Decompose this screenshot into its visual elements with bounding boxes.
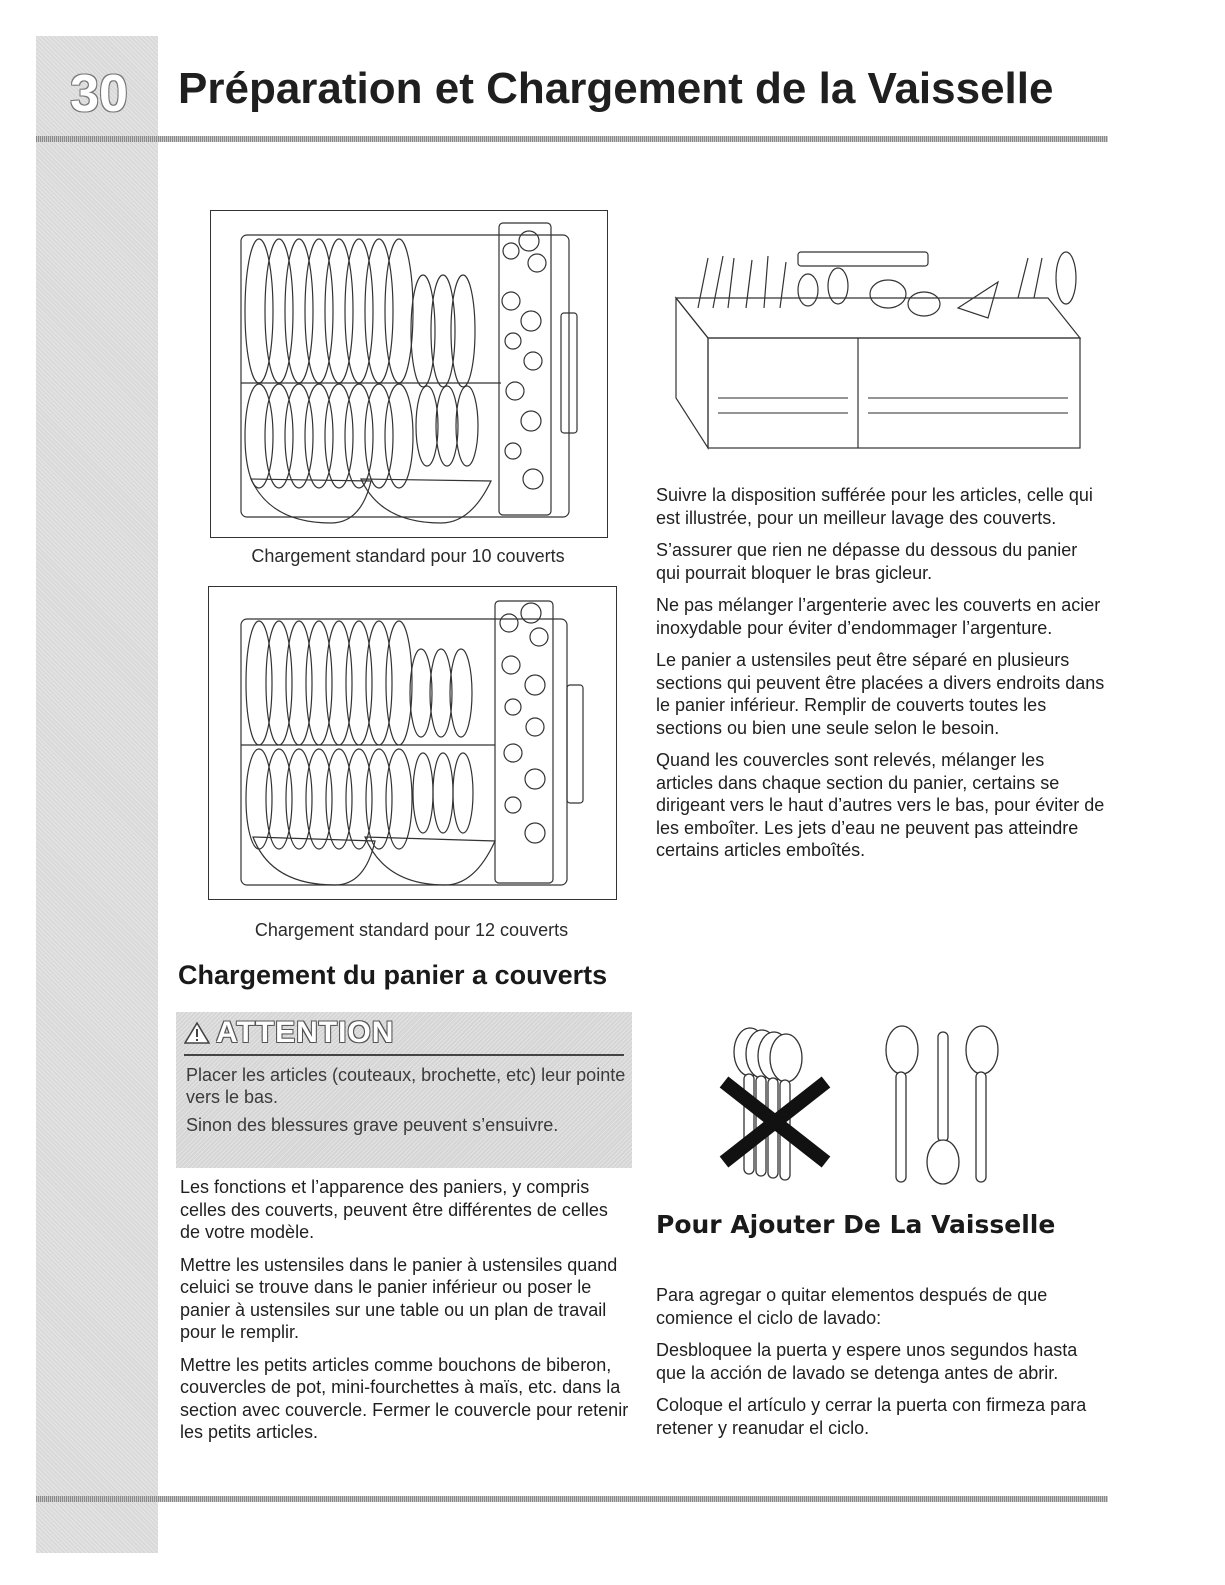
rack-10-caption: Chargement standard pour 10 couverts (251, 546, 565, 566)
side-band (36, 36, 158, 1553)
left-body (180, 1176, 630, 1454)
left-paragraph-2: Mettre les ustensiles dans le panier à ustensiles quand celuici se trouve dans le panier inférieur ou poser le panier à ustensiles sur une table ou un plan de travail pour le remplir. (180, 1254, 618, 1342)
left-paragraph-3: Mettre les petits articles comme bouchons de biberon, couvercles de pot, mini-fourchettes à maïs, etc. dans la section avec couvercle. Fermer le couvercle pour retenir les petits articles. (180, 1354, 629, 1442)
right-paragraph-1: Suivre la disposition sufférée pour les articles, celle qui est illustrée, pour un meilleur lavage des couverts. (656, 485, 1093, 528)
rack-10-figure (210, 210, 608, 538)
silverware-basket-icon (668, 238, 1088, 468)
add-paragraph-1: Para agregar o quitar elementos después de que comience el ciclo de lavado: (656, 1285, 1048, 1328)
right-paragraph-5: Quand les couvercles sont relevés, mélanger les articles dans chaque section du panier, certains se dirigeant vers le haut d’autres vers le bas, pour éviter de les emboîter. Les jets d’eau ne peuvent pas atteindre certains articles emboîtés. (656, 750, 1105, 860)
add-dishes-body (656, 1284, 1106, 1449)
warning-divider (184, 1054, 624, 1056)
add-paragraph-3: Coloque el artículo y cerrar la puerta con firmeza para retener y reanudar el ciclo. (656, 1395, 1087, 1438)
rack-12-caption: Chargement standard pour 12 couverts (254, 920, 569, 940)
section-heading-add-dishes: Pour Ajouter De La Vaisselle (656, 1210, 1056, 1239)
right-paragraph-3: Ne pas mélanger l’argenterie avec les couverts en acier inoxydable pour éviter d’endommager l’argenture. (656, 595, 1101, 638)
spoons-illustration (716, 1022, 1016, 1190)
warning-title (184, 1016, 394, 1050)
separated-spoons-icon (886, 1026, 998, 1184)
add-paragraph-2: Desbloquee la puerta y espere unos segundos hasta que la acción de lavado se detenga antes de abrir. (656, 1340, 1078, 1383)
silverware-basket-illustration (668, 238, 1088, 468)
warning-line-1: Placer les articles (couteaux, brochette, etc) leur pointe vers le bas. (186, 1065, 626, 1107)
section-heading-silverware: Chargement du panier a couverts (178, 960, 608, 990)
page-number: 30 (70, 65, 128, 123)
right-body (656, 484, 1106, 872)
page-title: Préparation et Chargement de la Vaisselle (178, 64, 1054, 113)
warning-line-2: Sinon des blessures grave peuvent s’ensuivre. (186, 1115, 559, 1135)
right-paragraph-4: Le panier a ustensiles peut être séparé en plusieurs sections qui peuvent être placées a divers endroits dans le panier inférieur. Remplir de couverts toutes les sections ou bien une seule selon le besoin. (656, 650, 1105, 738)
dish-rack-icon (211, 211, 607, 537)
warning-box (176, 1012, 632, 1168)
warning-triangle-icon (184, 1021, 210, 1045)
warning-title-text: ATTENTION (216, 1016, 395, 1049)
footer-rule (36, 1496, 1108, 1502)
header-rule (36, 136, 1108, 142)
dish-rack-icon (209, 587, 616, 899)
rack-12-figure (208, 586, 617, 900)
left-paragraph-1: Les fonctions et l’apparence des paniers, y compris celles des couverts, peuvent être différentes de celles de votre modèle. (180, 1177, 608, 1242)
right-paragraph-2: S’assurer que rien ne dépasse du dessous du panier qui pourrait bloquer le bras gicleur. (656, 540, 1078, 583)
